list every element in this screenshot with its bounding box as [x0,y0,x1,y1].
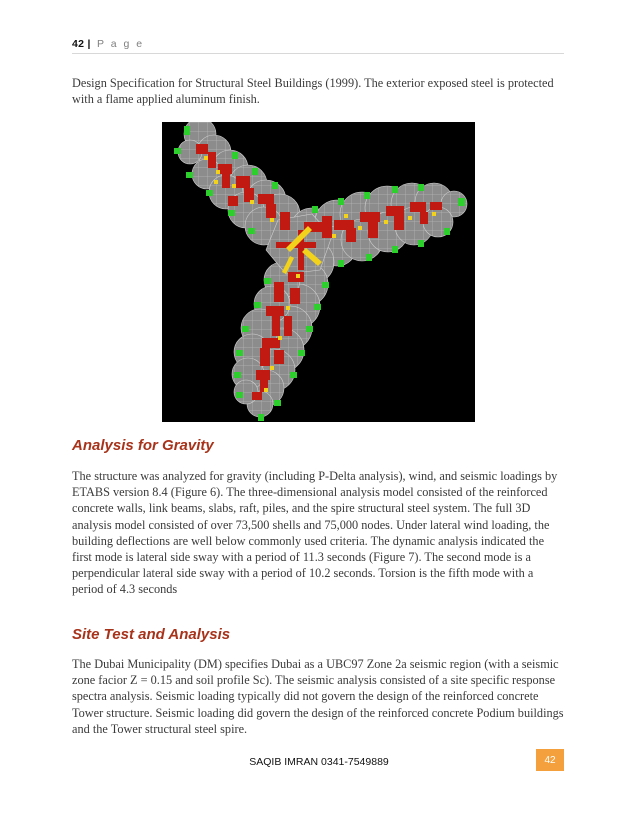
intro-paragraph: Design Specification for Structural Steel Buildings (1999). The exterior exposed steel is protected with a flame applied aluminum finish. [72,76,554,107]
section-heading-analysis-for-gravity: Analysis for Gravity [72,437,214,454]
footer-author: SAQIB IMRAN 0341-7549889 [249,756,389,768]
section-body-analysis-for-gravity: The structure was analyzed for gravity (including P-Delta analysis), wind, and seismic loadings by ETABS version 8.4 (Figure 6). The three-dimensional analysis model consisted of the reinforced concrete walls, link beams, slabs, raft, piles, and the spire structural steel system. The full 3D analysis model consisted of over 73,500 shells and 75,000 nodes. Under lateral wind loading, the building deflections are well below commonly used criteria. The dynamic analysis indicated the first mode is lateral side sway with a period of 11.3 seconds (Figure 7). The second mode is a perpendicular lateral side sway with a period of 10.2 seconds. Torsion is the fifth mode with a period of 4.3 seconds [72,469,558,597]
section-heading-site-test-and-analysis: Site Test and Analysis [72,626,231,643]
footer-page-number-box: 42 [536,749,564,771]
section-body-site-test-and-analysis: The Dubai Municipality (DM) specifies Dubai as a UBC97 Zone 2a seismic region (with a seismic zone facior Z = 0.15 and soil profile Sc). The seismic analysis consisted of a site specific response spectra analysis. Seismic loading typically did not govern the design of the reinforced concrete Tower structure. Seismic loading did govern the design of the reinforced concrete Podium buildings and the Tower structural steel spire. [72,657,564,736]
y-shaped-tower-plan-drawing [162,122,475,422]
header-divider [72,53,564,54]
header-page-number: 42 [72,38,85,50]
page-header [72,38,144,50]
etabs-floor-plan-figure [162,122,475,422]
header-separator: | [87,38,91,50]
header-page-word: P a g e [96,38,145,50]
